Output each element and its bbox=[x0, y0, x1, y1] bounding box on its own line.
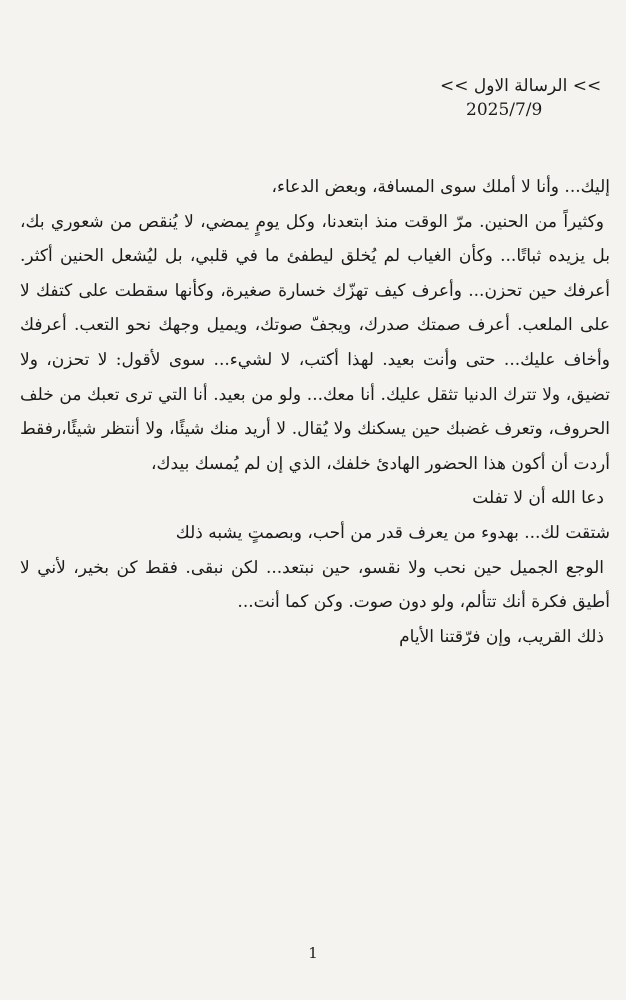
page-number: 1 bbox=[308, 944, 318, 962]
body-line: أطيق فكرة أنك تتألم، ولو دون صوت. وكن كما أنت... bbox=[237, 592, 610, 613]
body-line: أردت أن أكون هذا الحضور الهادئ خلفك، الذي إن لم يُمسك بيدك، bbox=[151, 453, 610, 474]
body-line: شتقت لك... بهدوء من يعرف قدر من أحب، وبصمتٍ يشبه ذلك bbox=[175, 522, 610, 543]
body-line: تضيق، ولا تترك الدنيا تثقل عليك. أنا معك... ولو من بعيد. أنا التي ترى تعبك من خلف bbox=[20, 384, 610, 405]
body-line: وأخاف عليك... حتى وأنت بعيد. لهذا أكتب، لا لشيء... سوى لأقول: لا تحزن، ولا bbox=[20, 349, 610, 370]
body-line: بل يزيده ثباتًا... وكأن الغياب لم يُخلق ليطفئ ما في قلبي، بل ليُشعل الحنين أكثر. bbox=[20, 246, 610, 267]
body-line: الحروف، وتعرف غضبك حين يسكنك ولا يُقال. لا أريد منك شيئًا، ولا أنتظر شيئًا،رفقط bbox=[20, 419, 610, 440]
letter-header bbox=[440, 74, 602, 122]
body-line: الوجع الجميل حين نحب ولا نقسو، حين نبتعد... لكن نبقى. فقط كن بخير، لأني لا bbox=[20, 557, 604, 578]
letter-title: << الرسالة الاول << bbox=[440, 76, 602, 96]
body-line: ذلك القريب، وإن فرّقتنا الأيام bbox=[399, 626, 604, 647]
body-line: أعرفك حين تحزن... وأعرف كيف تهزّك خسارة صغيرة، وكأنها سقطت على كتفك لا bbox=[20, 280, 610, 301]
body-line: إليك... وأنا لا أملك سوى المسافة، وبعض الدعاء، bbox=[271, 177, 610, 197]
letter-body bbox=[20, 170, 610, 654]
body-line: دعا الله أن لا تفلت bbox=[472, 488, 604, 509]
letter-date: 2025/7/9 bbox=[466, 100, 543, 120]
body-line: على الملعب. أعرف صمتك صدرك، ويجفّ صوتك، ويميل وجهك نحو التعب. أعرفك bbox=[20, 315, 610, 336]
body-line: وكثيراً من الحنين. مرّ الوقت منذ ابتعدنا، وكل يومٍ يمضي، لا يُنقص من شعوري بك، bbox=[20, 211, 604, 232]
